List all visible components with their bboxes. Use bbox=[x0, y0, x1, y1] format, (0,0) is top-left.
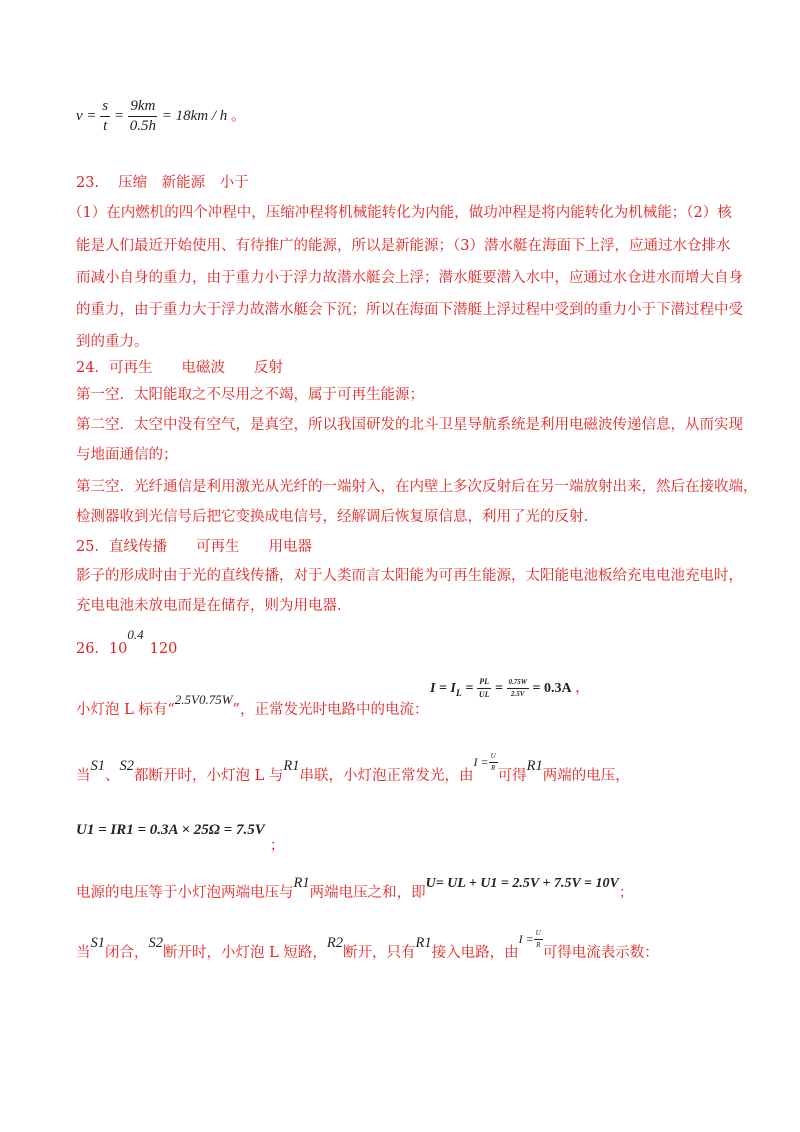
q23-line-3: 而减小自身的重力，由于重力小于浮力故潜水艇会上浮；潜水艇要潜入水中，应通过水仓进水而增大自身 bbox=[76, 270, 743, 286]
q25-line-1: 影子的形成时由于光的直线传播，对于人类而言太阳能为可再生能源，太阳能电池板给充电电池充电时， bbox=[76, 568, 743, 584]
q26-line-2: 当S1、S2都断开时，小灯泡 L 与R1串联，小灯泡正常发光，由$^{I =}$ $\frac{U}{R}$ 可得R1两端的电压， bbox=[76, 751, 630, 784]
source-voltage-equation: U= UL + U1 = 2.5V + 7.5V = 10V bbox=[425, 876, 619, 891]
eq-lhs: v = bbox=[76, 107, 97, 124]
q24-line-1: 第一空．太阳能取之不尽用之不竭，属于可再生能源； bbox=[76, 387, 424, 403]
fraction-distance-over-time: $\frac{9km}{0.5h}$ bbox=[129, 98, 156, 134]
q24-line-5: 检测器收到光信号后把它变换成电信号，经解调后恢复原信息，利用了光的反射. bbox=[76, 509, 589, 525]
voltage-r1-equation: U1 = IR1 = 0.3A × 25Ω = 7.5V bbox=[76, 822, 265, 838]
q25-heading: 25．直线传播 可再生 用电器 bbox=[76, 539, 312, 555]
q24-line-4: 第三空．光纤通信是利用激光从光纤的一端射入，在内壁上多次反射后在另一端放射出来，然后在接收端， bbox=[76, 479, 758, 495]
q26-line-4: 电源的电压等于小灯泡两端电压与R1两端电压之和，即U= UL + U1 = 2.5V + 7.5V = 10V； bbox=[76, 875, 634, 901]
fraction-s-over-t: $\frac{s}{t}$ bbox=[102, 98, 109, 134]
q24-line-2: 第二空．太空中没有空气，是真空，所以我国研发的北斗卫星导航系统是利用电磁波传递信息，从而实现 bbox=[76, 417, 743, 433]
q23-line-1: （1）在内燃机的四个冲程中，压缩冲程将机械能转化为内能，做功冲程是将内能转化为机械能；（2）核 bbox=[68, 205, 732, 221]
q23-line-2: 能是人们最近开始使用、有待推广的能源，所以是新能源；（3）潜水艇在海面下上浮，应通过水仓排水 bbox=[76, 238, 731, 254]
q23-line-4: 的重力，由于重力大于浮力故潜水艇会下沉；所以在海面下潜艇上浮过程中受到的重力小于下潜过程中受 bbox=[76, 302, 743, 318]
q26-heading: 26．100.4120 bbox=[76, 627, 178, 657]
speed-equation: v = $\frac{s}{t}$ = $\frac{9km}{0.5h}$ = 18km / h 。 bbox=[76, 98, 247, 134]
q24-line-3: 与地面通信的； bbox=[76, 447, 178, 463]
q26-line-3: U1 = IR1 = 0.3A × 25Ω = 7.5V ； bbox=[76, 822, 285, 854]
current-equation: $I = I_L$ = $\frac{PL}{UL}$ = $\frac{0.75W}{2.5V}$ = 0.3A ， bbox=[430, 677, 590, 700]
q23-line-5: 到的重力。 bbox=[76, 334, 149, 350]
eq-result: = 18km / h bbox=[161, 107, 228, 124]
q24-heading: 24．可再生 电磁波 反射 bbox=[76, 360, 283, 376]
q25-line-2: 充电电池未放电而是在储存，则为用电器. bbox=[76, 598, 342, 614]
q26-line-1: 小灯泡 L 标有“2.5V0.75W”，正常发光时电路中的电流： bbox=[76, 692, 429, 718]
q26-line-5: 当S1闭合，S2断开时，小灯泡 L 短路，R2断开，只有R1接入电路，由$^{I =}$ $\frac{U}{R}$ 可得电流表示数： bbox=[76, 928, 659, 961]
q23-heading: 23. 压缩 新能源 小于 bbox=[76, 175, 249, 191]
